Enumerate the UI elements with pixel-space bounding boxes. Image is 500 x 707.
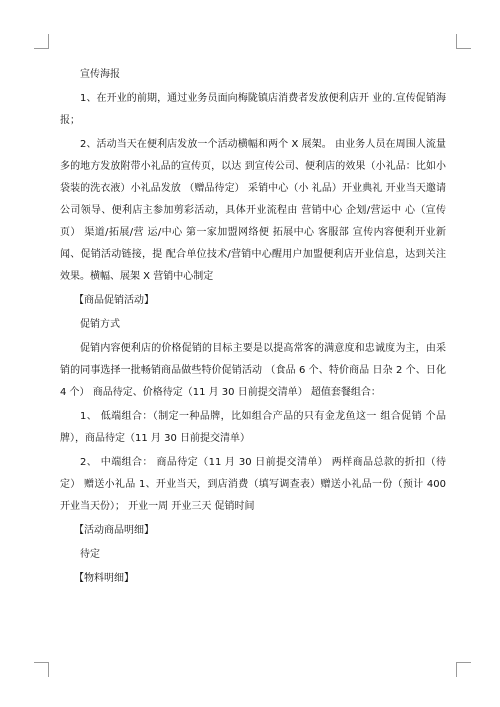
section-promo-activity: 【商品促销活动】 <box>74 295 154 306</box>
paragraph-2: 2、活动当天在便利店发放一个活动横幅和两个 X 展架。 由业务人员在周围人流量多的地方发放附带小礼品的宣传页，以达 到宣传公司、便利店的效果（小礼品：比如小袋装的洗衣液）小礼品发放 （赠品待定） 采销中心（小 礼品）开业典礼 开业当天邀请公司领导、便利店主参加剪彩活动，具体开业流程由 营销中心 企划/营运中 心（宣传页） 渠道/拓展/营 运/中心 第一家加盟网络便 拓展中心 客服部 宣传内容便利开业新闻、促销活动链接，提 配合单位技术/营销中心醒用户加盟便利店开业信息，达到关注效果。横幅、展架 X 营销中心制定 <box>60 139 446 282</box>
crop-mark-top-left <box>34 34 49 49</box>
section-materials: 【物料明细】 <box>74 573 134 584</box>
crop-mark-top-right <box>456 34 471 49</box>
heading-poster: 宣传海报 <box>80 69 120 80</box>
document-body <box>60 64 446 592</box>
crop-mark-bottom-right <box>456 662 471 677</box>
paragraph-5: 2、 中端组合： 商品待定（11 月 30 日前提交清单） 两样商品总款的折扣（待定） 赠送小礼品 1、开业当天，到店消费（填写调查表）赠送小礼品一份（预计 400 开业当天份）； 开业一周 开业三天 促销时间 <box>60 457 446 512</box>
paragraph-3: 促销内容便利店的价格促销的目标主要是以提高常客的满意度和忠诚度为主，由采销的同事选择一批畅销商品做些特价促销活动 （食品 6 个、特价商品 日杂 2 个、日化 4 个） 商品待定、价格待定（11 月 30 日前提交清单） 超值套餐组合： <box>60 343 446 398</box>
promo-method-label: 促销方式 <box>80 319 120 330</box>
paragraph-4: 1、 低端组合：（制定一种品牌，比如组合产品的只有金龙鱼这一 组合促销 个品牌），商品待定（11 月 30 日前提交清单） <box>60 411 446 444</box>
crop-mark-bottom-left <box>34 662 49 677</box>
tbd-label: 待定 <box>80 549 100 560</box>
paragraph-1: 1、在开业的前期，通过业务员面向梅陇镇店消费者发放便利店开 业的.宣传促销海报； <box>60 93 446 126</box>
section-activity-goods: 【活动商品明细】 <box>74 525 154 536</box>
